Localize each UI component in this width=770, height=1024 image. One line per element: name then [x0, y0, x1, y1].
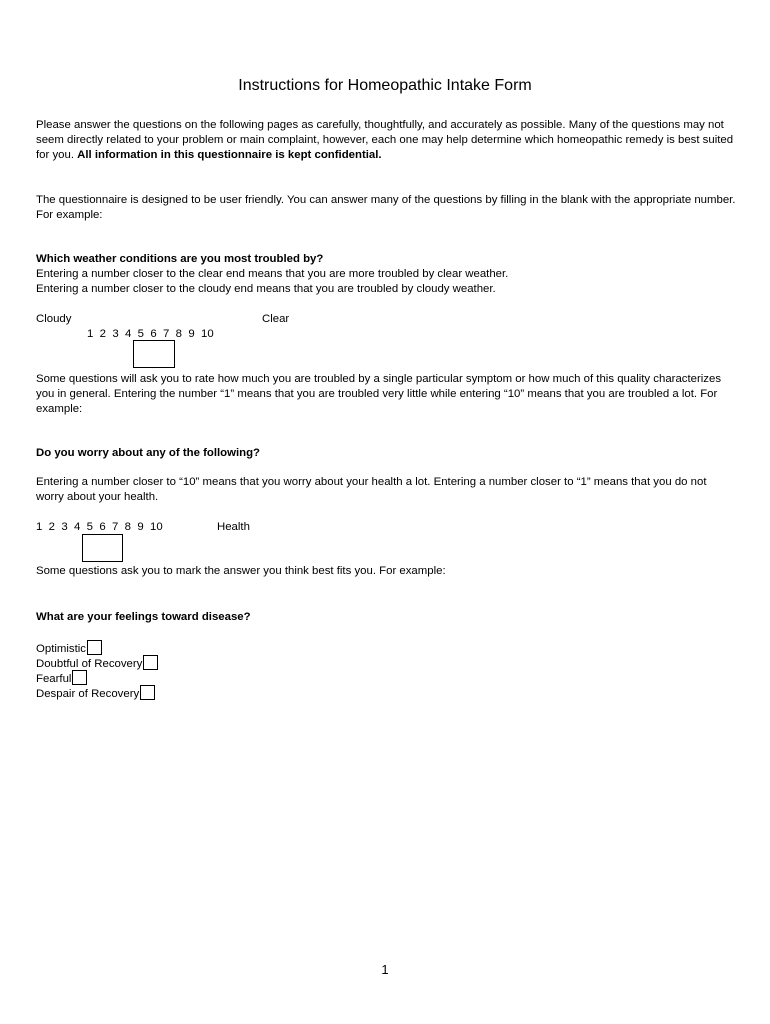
option-despair — [36, 685, 155, 702]
despair-checkbox[interactable] — [140, 685, 155, 700]
weather-question: Which weather conditions are you most troubled by? — [36, 253, 324, 265]
worry-question: Do you worry about any of the following? — [36, 447, 261, 459]
doubtful-checkbox[interactable] — [143, 655, 158, 670]
page-title: Instructions for Homeopathic Intake Form — [238, 77, 532, 94]
weather-answer-box[interactable] — [133, 340, 175, 368]
rate-paragraph: Some questions will ask you to rate how much you are troubled by a single particular symptom or how much of this quality characterizes you in general. Entering the number “1” means that you are troubled very little while entering “10” means that you are troubled a lot. For example: — [36, 373, 722, 415]
weather-instruction-1: Entering a number closer to the clear end means that you are more troubled by clear weather. — [36, 268, 509, 280]
option-label: Fearful — [36, 673, 72, 685]
fearful-checkbox[interactable] — [72, 670, 87, 685]
page-number: 1 — [381, 962, 389, 977]
weather-cloudy-label: Cloudy — [36, 313, 72, 325]
health-label: Health — [217, 521, 250, 533]
option-label: Optimistic — [36, 643, 86, 655]
confidential-note: All information in this questionnaire is kept confidential. — [77, 149, 382, 161]
intro-text: Please answer the questions on the following pages as carefully, thoughtfully, and accurately as possible. Many of the questions may not seem directly related to your problem or main complaint, however, each one may help determine which homeopathic remedy is best suited for you. — [36, 119, 734, 161]
user-friendly-paragraph: The questionnaire is designed to be user friendly. You can answer many of the questions by filling in the blank with the appropriate number. For example: — [36, 194, 736, 221]
weather-instruction-2: Entering a number closer to the cloudy end means that you are troubled by cloudy weather. — [36, 283, 496, 295]
intro-paragraph — [36, 118, 736, 163]
worry-scale: 1 2 3 4 5 6 7 8 9 10 — [36, 521, 163, 533]
option-label: Despair of Recovery — [36, 688, 140, 700]
weather-scale: 1 2 3 4 5 6 7 8 9 10 — [87, 328, 214, 340]
feelings-question: What are your feelings toward disease? — [36, 611, 251, 623]
mark-paragraph: Some questions ask you to mark the answer you think best fits you. For example: — [36, 565, 446, 577]
optimistic-checkbox[interactable] — [87, 640, 102, 655]
worry-instruction: Entering a number closer to “10” means that you worry about your health a lot. Entering a number closer to “1” means that you do not worry about your health. — [36, 476, 707, 503]
health-answer-box[interactable] — [82, 534, 123, 562]
weather-clear-label: Clear — [262, 313, 290, 325]
option-label: Doubtful of Recovery — [36, 658, 143, 670]
